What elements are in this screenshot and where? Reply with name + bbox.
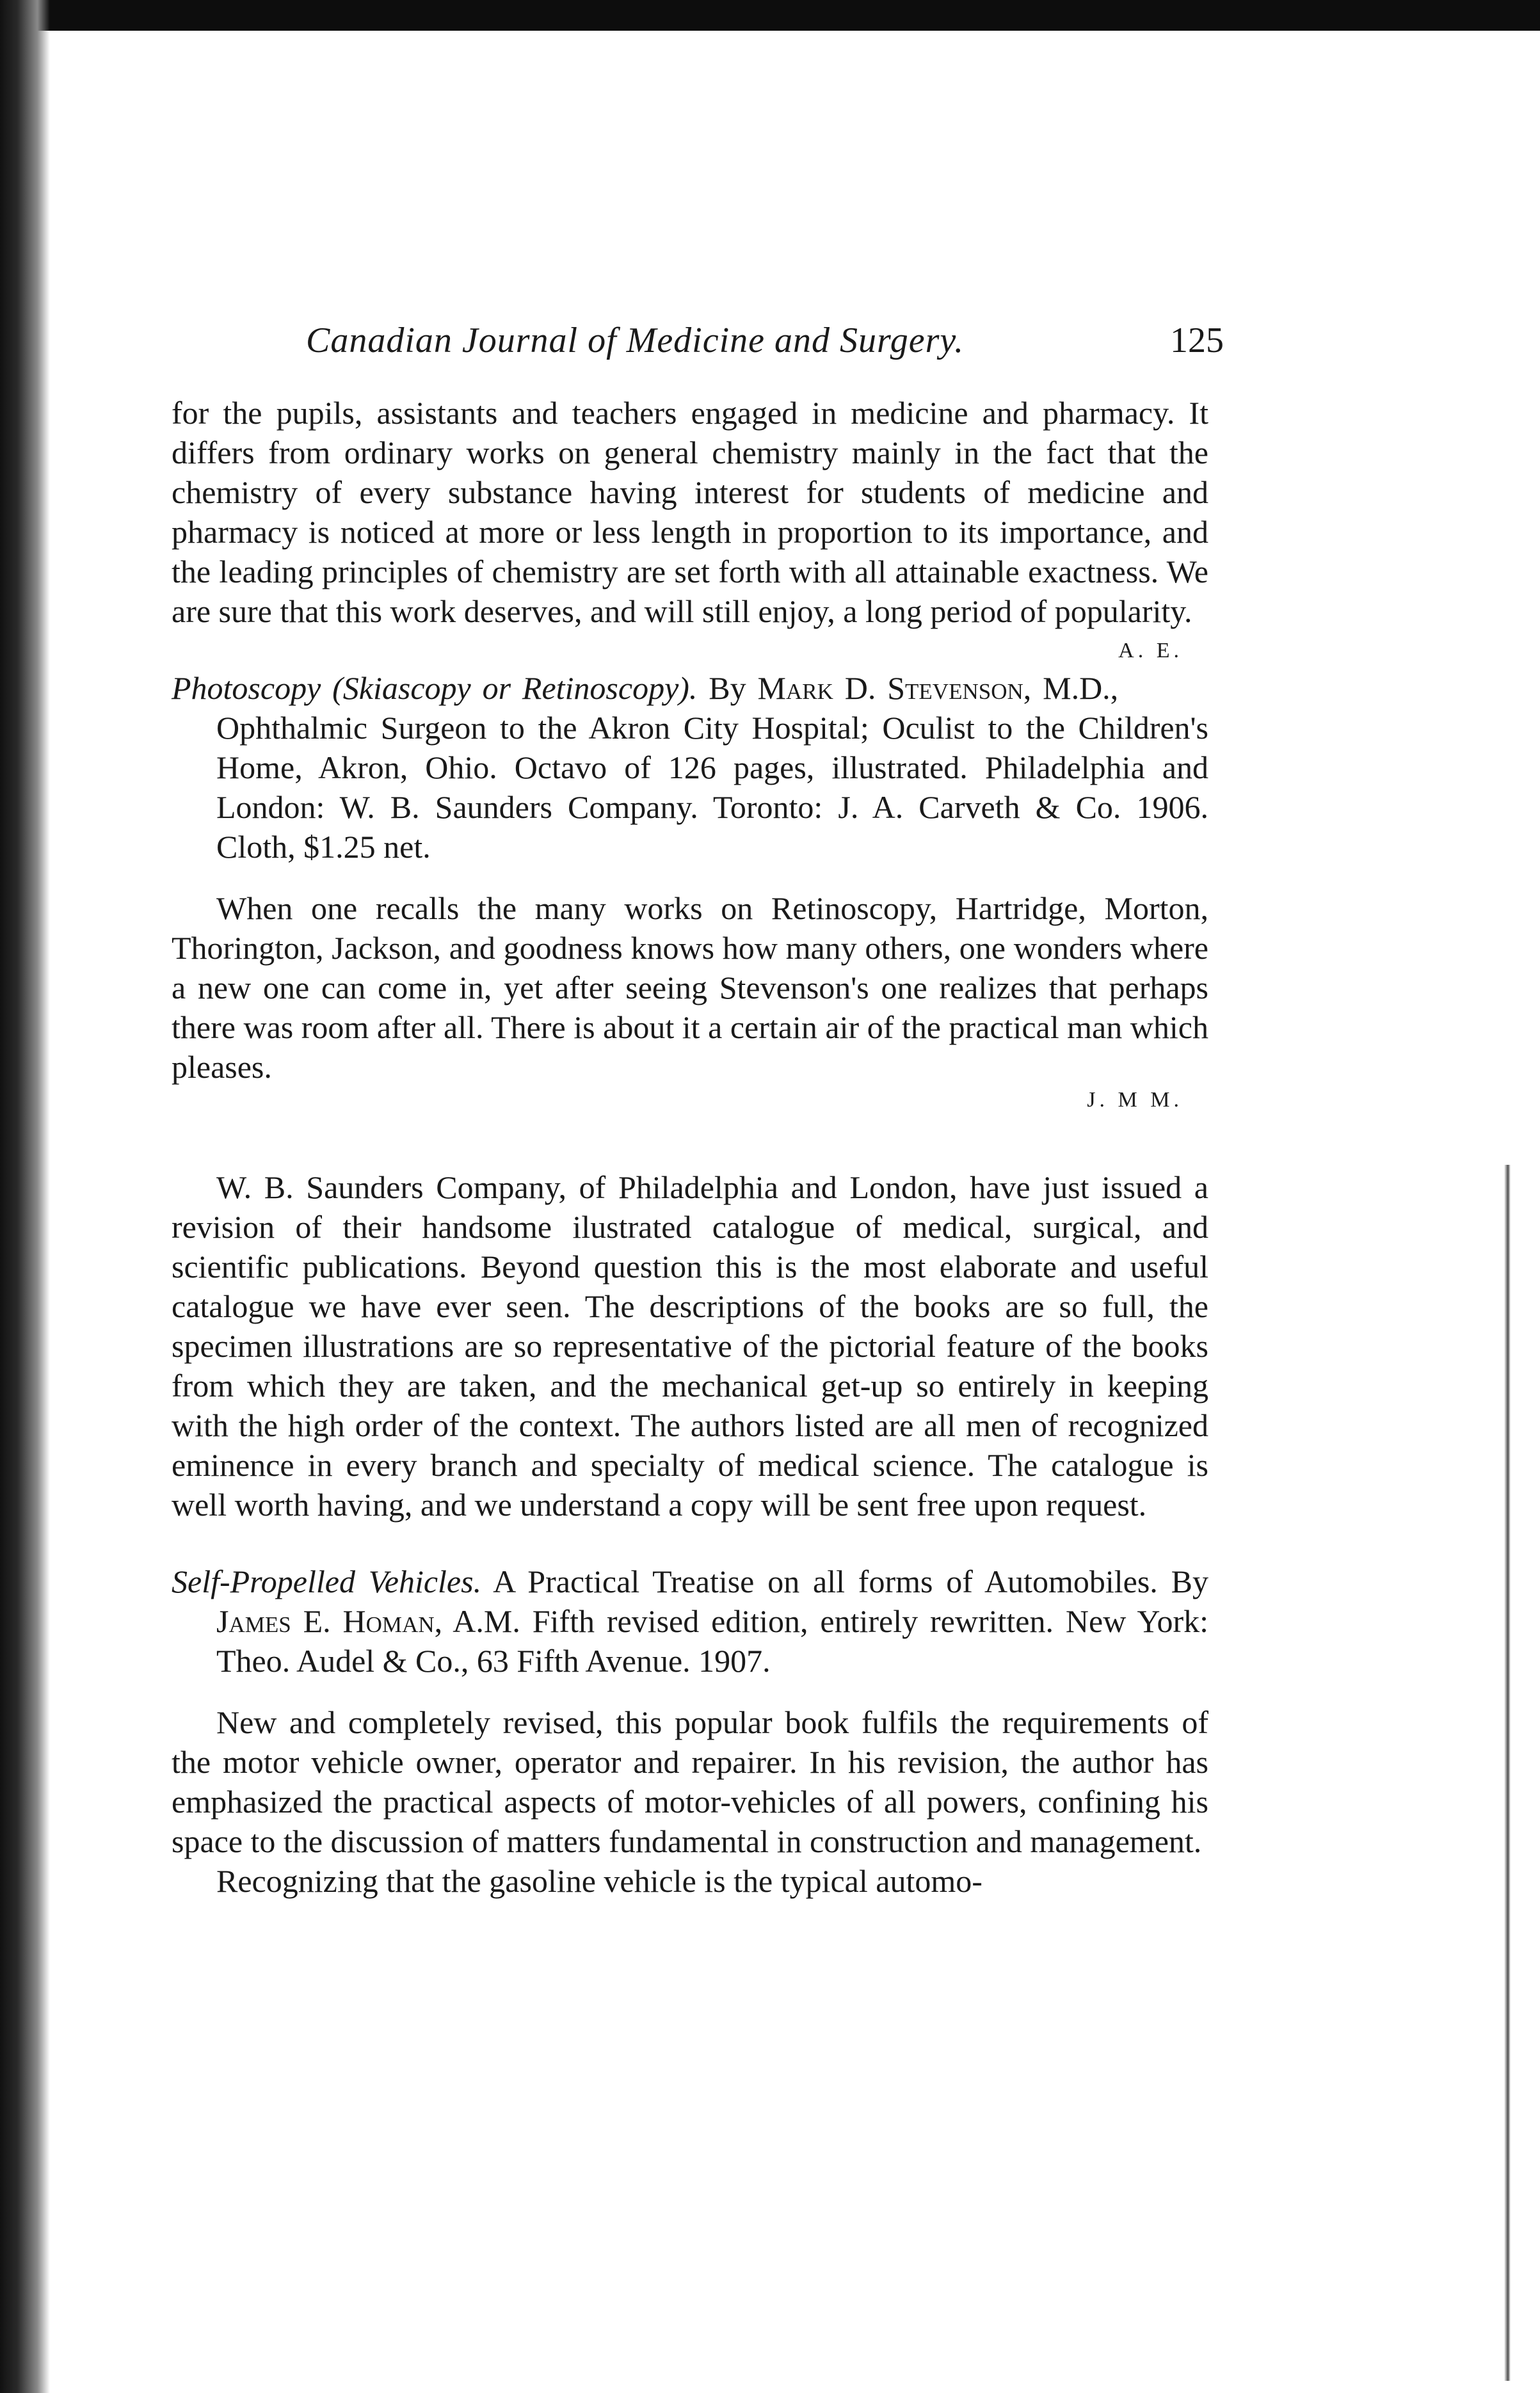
scan-top-border (0, 0, 1540, 31)
chemistry-review-signature: A. E. (1118, 639, 1183, 662)
scan-binding-shadow (0, 0, 50, 2393)
page-number: 125 (1170, 321, 1224, 360)
running-title: Canadian Journal of Medicine and Surgery. (306, 321, 965, 360)
retinoscopy-review-body: When one recalls the many works on Retinoscopy, Hartridge, Morton, Thorington, Jackson, and goodness knows how many others, one wonders where a new one can come in, yet after seeing Stevenson's one realizes that perhaps there was room after all. There is about it a certain air of the practical man which pleases. (172, 890, 1208, 1085)
vehicles-book-details: , A.M. Fifth revised edition, entirely rewritten. New York: Theo. Audel & Co., 63 Fifth Avenue. 1907. (216, 1603, 1208, 1679)
vehicles-book-subtitle: A Practical Treatise on all forms of Automobiles. (493, 1564, 1158, 1599)
vehicles-review-body: New and completely revised, this popular book fulfils the requirements of the motor vehicle owner, operator and repairer. In his revision, the author has emphasized the practical aspects of motor-vehicles of all powers, confining his space to the discussion of matters fundamental in construction and management. (172, 1704, 1208, 1859)
journal-page (172, 320, 1224, 1901)
saunders-catalogue-notice: W. B. Saunders Company, of Philadelphia and London, have just issued a revision of their handsome ilustrated catalogue of medical, surgical, and scientific publications. Beyond question this is the most elaborate and useful catalogue we have ever seen. The descriptions of the books are so full, the specimen illustrations are so representative of the pictorial feature of the books from which they are taken, and the mechanical get-up so entirely in keeping with the high order of the context. The authors listed are all men of recognized eminence in every branch and specialty of medical science. The catalogue is well worth having, and we understand a copy will be sent free upon request. (172, 1169, 1208, 1523)
retinoscopy-book-details: , M.D., Ophthalmic Surgeon to the Akron City Hospital; Oculist to the Children's Home, Akron, Ohio. Octavo of 126 pages, illustrated. Philadelphia and London: W. B. Saunders Company. Toronto: J. A. Carveth & Co. 1906. Cloth, $1.25 net. (216, 670, 1208, 865)
vehicles-by: By (1171, 1564, 1208, 1599)
retinoscopy-book-citation (172, 668, 1208, 867)
chemistry-review-text: for the pupils, assistants and teachers engaged in medicine and pharmacy. It differs from ordinary works on general chemistry mainly in the fact that the chemistry of every substance having interest for students of medicine and pharmacy is noticed at more or less length in proportion to its importance, and the leading principles of chemistry are set forth with all attainable exactness. We are sure that this work deserves, and will still enjoy, a long period of popularity. (172, 395, 1208, 629)
vehicles-author: James E. Homan (216, 1603, 435, 1639)
vehicles-book-title: Self-Propelled Vehicles. (172, 1564, 482, 1599)
retinoscopy-review-signature: J. M M. (1087, 1088, 1183, 1112)
vehicles-book-citation (172, 1562, 1208, 1681)
chemistry-review-continuation (172, 393, 1208, 662)
scan-right-edge (1504, 1165, 1511, 2381)
retinoscopy-by: By (709, 670, 746, 706)
retinoscopy-author: Mark D. Stevenson (757, 670, 1023, 706)
page-header (172, 320, 1224, 371)
vehicles-review-continued: Recognizing that the gasoline vehicle is the typical automo- (216, 1863, 983, 1899)
retinoscopy-book-title: Photoscopy (Skiascopy or Retinoscopy). (172, 670, 698, 706)
